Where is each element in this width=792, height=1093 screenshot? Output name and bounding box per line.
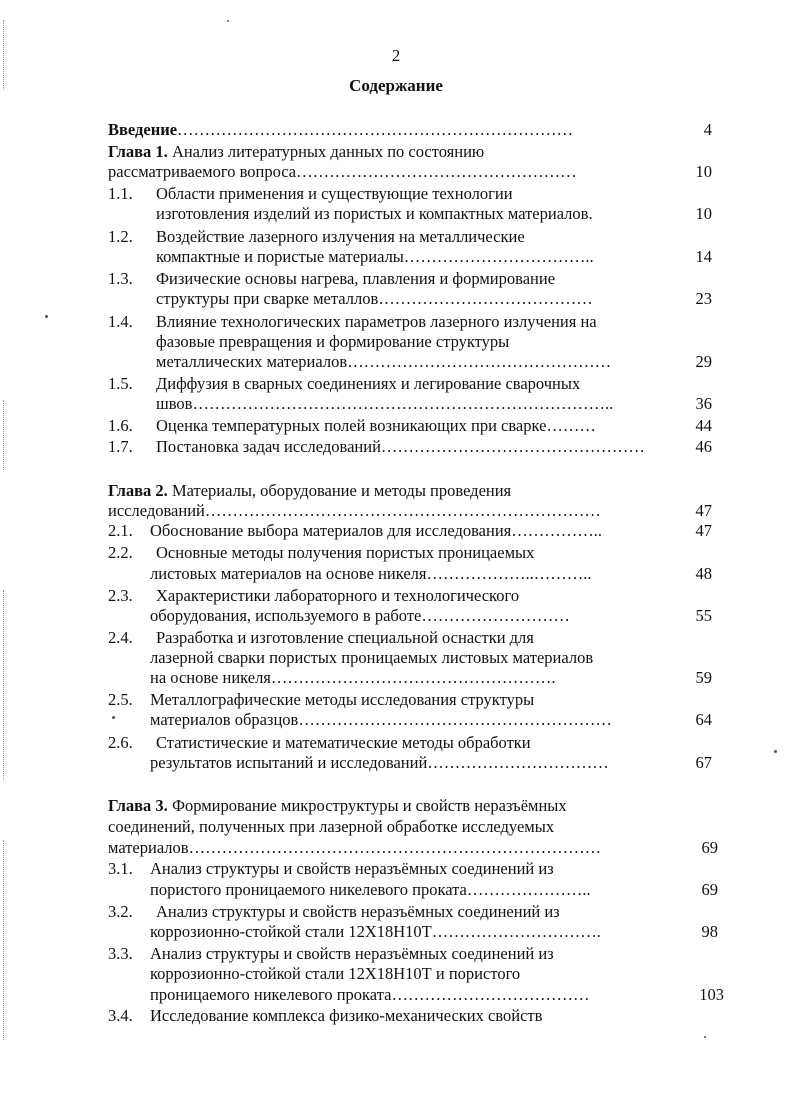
toc-s2-6-line-2 bbox=[150, 753, 609, 773]
toc-s2-4-line-1: Разработка и изготовление специальной оснастки для bbox=[156, 628, 534, 647]
scan-edge-mark bbox=[3, 840, 8, 1040]
entry-text: на основе никеля bbox=[150, 668, 271, 687]
toc-page-3-2: 98 bbox=[701, 922, 718, 941]
entry-text: структуры при сварке металлов bbox=[156, 289, 379, 308]
toc-s3-4-line-1: Исследование комплекса физико-механических свойств bbox=[150, 1006, 543, 1025]
toc-page-1-2: 14 bbox=[695, 247, 712, 266]
toc-s1-5-line-1: Диффузия в сварных соединениях и легирование сварочных bbox=[156, 374, 581, 393]
toc-s1-3-line-2 bbox=[156, 289, 593, 309]
toc-page-3-1: 69 bbox=[701, 880, 718, 899]
toc-page-1-4: 29 bbox=[695, 352, 712, 371]
toc-leader: ………………………………………………………………… bbox=[188, 838, 602, 857]
toc-s3-2-line-2 bbox=[150, 922, 601, 942]
toc-s2-4-line-2: лазерной сварки пористых проницаемых листовых материалов bbox=[150, 648, 594, 667]
toc-s1-4-line-2: фазовые превращения и формирование структуры bbox=[156, 332, 510, 351]
toc-page-1-6: 44 bbox=[695, 416, 712, 435]
toc-s1-4-line-1: Влияние технологических параметров лазерного излучения на bbox=[156, 312, 597, 331]
toc-s3-3-line-2: коррозионно-стойкой стали 12Х18Н10Т и пористого bbox=[150, 964, 521, 983]
toc-s2-1-line-1 bbox=[150, 521, 602, 541]
toc-leader: …………………………………………… bbox=[296, 162, 577, 181]
toc-num-2-2: 2.2. bbox=[108, 543, 133, 562]
scan-edge-mark bbox=[3, 590, 8, 780]
toc-page-1-7: 46 bbox=[695, 437, 712, 456]
toc-num-2-5: 2.5. bbox=[108, 690, 133, 709]
entry-text: швов bbox=[156, 394, 193, 413]
toc-page-2-4: 59 bbox=[695, 668, 712, 687]
toc-s1-1-line-1: Области применения и существующие технологии bbox=[156, 184, 513, 203]
toc-chapter-1-line-1 bbox=[108, 142, 484, 162]
toc-chapter-1-line-2 bbox=[108, 162, 577, 182]
toc-page-2-3: 55 bbox=[695, 606, 712, 625]
chapter-label: Глава 1. bbox=[108, 142, 168, 161]
toc-num-1-6: 1.6. bbox=[108, 416, 133, 435]
scan-edge-mark bbox=[3, 20, 8, 90]
toc-num-3-4: 3.4. bbox=[108, 1006, 133, 1025]
toc-s2-4-line-3 bbox=[150, 668, 556, 688]
scan-speck bbox=[112, 716, 115, 719]
toc-s2-6-line-1: Статистические и математические методы обработки bbox=[156, 733, 531, 752]
toc-leader: ………………..……….. bbox=[426, 564, 592, 583]
chapter-title: Формирование микроструктуры и свойств неразъёмных bbox=[171, 796, 567, 815]
toc-num-2-4: 2.4. bbox=[108, 628, 133, 647]
entry-text: Оценка температурных полей возникающих при сварке bbox=[156, 416, 547, 435]
toc-num-2-1: 2.1. bbox=[108, 521, 133, 540]
toc-page-1-3: 23 bbox=[695, 289, 712, 308]
toc-leader: ………………………………… bbox=[378, 289, 593, 308]
toc-leader: ……………………………… bbox=[391, 985, 590, 1004]
toc-chapter-2-line-2 bbox=[108, 501, 601, 521]
toc-num-1-1: 1.1. bbox=[108, 184, 133, 203]
toc-s1-4-line-3 bbox=[156, 352, 611, 372]
entry-text: пористого проницаемого никелевого проката bbox=[150, 880, 467, 899]
toc-leader: …………….. bbox=[511, 521, 603, 540]
toc-s1-2-line-2 bbox=[156, 247, 594, 267]
toc-leader: ……………………………………………………………… bbox=[204, 501, 601, 520]
toc-leader: ……………………………………………………………… bbox=[177, 120, 574, 139]
entry-text: компактные и пористые материалы bbox=[156, 247, 404, 266]
chapter-title-cont: исследований bbox=[108, 501, 205, 520]
chapter-label: Глава 3. bbox=[108, 796, 168, 815]
toc-chapter-2-line-1 bbox=[108, 481, 511, 501]
toc-s1-7-line-1 bbox=[156, 437, 645, 457]
toc-page-1-1: 10 bbox=[695, 204, 712, 223]
toc-page-ch2: 47 bbox=[695, 501, 712, 520]
entry-text: проницаемого никелевого проката bbox=[150, 985, 392, 1004]
toc-chapter-3-line-1 bbox=[108, 796, 567, 816]
toc-num-3-2: 3.2. bbox=[108, 902, 133, 921]
page-number: 2 bbox=[391, 46, 401, 65]
toc-s2-2-line-1: Основные методы получения пористых проницаемых bbox=[156, 543, 535, 562]
entry-text: коррозионно-стойкой стали 12Х18Н10Т bbox=[150, 922, 432, 941]
toc-num-3-3: 3.3. bbox=[108, 944, 133, 963]
toc-num-1-5: 1.5. bbox=[108, 374, 133, 393]
toc-leader: ……… bbox=[546, 416, 596, 435]
chapter-title-cont: рассматриваемого вопроса bbox=[108, 162, 297, 181]
toc-s1-6-line-1 bbox=[156, 416, 596, 436]
toc-s3-2-line-1: Анализ структуры и свойств неразъёмных соединений из bbox=[156, 902, 560, 921]
toc-num-2-6: 2.6. bbox=[108, 733, 133, 752]
scan-speck bbox=[704, 1036, 706, 1038]
toc-page-3-3: 103 bbox=[699, 985, 724, 1004]
chapter-label: Глава 2. bbox=[108, 481, 168, 500]
toc-leader: ………………………………………………………………….. bbox=[192, 394, 614, 413]
scan-speck bbox=[227, 20, 229, 22]
toc-entry-intro bbox=[108, 120, 573, 140]
toc-page-2-1: 47 bbox=[695, 521, 712, 540]
toc-s1-5-line-2 bbox=[156, 394, 613, 414]
toc-chapter-3-line-3 bbox=[108, 838, 601, 858]
toc-leader: …………………………… bbox=[427, 753, 609, 772]
page-title: Содержание bbox=[349, 76, 443, 95]
toc-leader: ………………………………………………… bbox=[298, 710, 612, 729]
toc-leader: ………………………………………… bbox=[347, 352, 612, 371]
toc-s1-2-line-1: Воздействие лазерного излучения на металлические bbox=[156, 227, 525, 246]
toc-leader: ………………………………………… bbox=[380, 437, 645, 456]
chapter-title-cont: материалов bbox=[108, 838, 189, 857]
toc-page-ch1: 10 bbox=[695, 162, 712, 181]
toc-s2-3-line-2 bbox=[150, 606, 570, 626]
toc-page-intro: 4 bbox=[703, 120, 712, 139]
entry-text: металлических материалов bbox=[156, 352, 348, 371]
toc-leader: ……………………………………………. bbox=[270, 668, 556, 687]
toc-leader: …………………………. bbox=[431, 922, 601, 941]
toc-num-1-7: 1.7. bbox=[108, 437, 133, 456]
toc-s3-3-line-1: Анализ структуры и свойств неразъёмных соединений из bbox=[150, 944, 554, 963]
scan-speck bbox=[774, 750, 777, 753]
toc-page-2-5: 64 bbox=[695, 710, 712, 729]
toc-num-2-3: 2.3. bbox=[108, 586, 133, 605]
toc-s2-5-line-1: Металлографические методы исследования структуры bbox=[150, 690, 535, 709]
toc-s1-1-line-2: изготовления изделий из пористых и компактных материалов. bbox=[156, 204, 593, 223]
entry-text: листовых материалов на основе никеля bbox=[150, 564, 427, 583]
toc-leader: …………………………….. bbox=[403, 247, 594, 266]
toc-label: Введение bbox=[108, 120, 178, 139]
toc-num-1-4: 1.4. bbox=[108, 312, 133, 331]
toc-page-2-2: 48 bbox=[695, 564, 712, 583]
chapter-title: Материалы, оборудование и методы проведения bbox=[171, 481, 512, 500]
toc-s2-5-line-2 bbox=[150, 710, 612, 730]
toc-s1-3-line-1: Физические основы нагрева, плавления и формирование bbox=[156, 269, 556, 288]
toc-page-2-6: 67 bbox=[695, 753, 712, 772]
entry-text: материалов образцов bbox=[150, 710, 299, 729]
toc-leader: ………………….. bbox=[466, 880, 591, 899]
toc-num-1-2: 1.2. bbox=[108, 227, 133, 246]
scan-speck bbox=[45, 315, 48, 318]
toc-leader: ……………………… bbox=[421, 606, 570, 625]
entry-text: Постановка задач исследований bbox=[156, 437, 381, 456]
toc-s2-3-line-1: Характеристики лабораторного и технологического bbox=[156, 586, 520, 605]
toc-s3-1-line-1: Анализ структуры и свойств неразъёмных соединений из bbox=[150, 859, 554, 878]
toc-chapter-3-line-2: соединений, полученных при лазерной обработке исследуемых bbox=[108, 817, 555, 836]
entry-text: результатов испытаний и исследований bbox=[150, 753, 428, 772]
toc-s2-2-line-2 bbox=[150, 564, 592, 584]
toc-num-1-3: 1.3. bbox=[108, 269, 133, 288]
entry-text: Обоснование выбора материалов для исследования bbox=[150, 521, 512, 540]
scan-edge-mark bbox=[3, 400, 8, 470]
toc-page-1-5: 36 bbox=[695, 394, 712, 413]
toc-s3-1-line-2 bbox=[150, 880, 591, 900]
chapter-title: Анализ литературных данных по состоянию bbox=[171, 142, 485, 161]
toc-s3-3-line-3 bbox=[150, 985, 589, 1005]
toc-num-3-1: 3.1. bbox=[108, 859, 133, 878]
entry-text: оборудования, используемого в работе bbox=[150, 606, 422, 625]
toc-page-ch3: 69 bbox=[701, 838, 718, 857]
